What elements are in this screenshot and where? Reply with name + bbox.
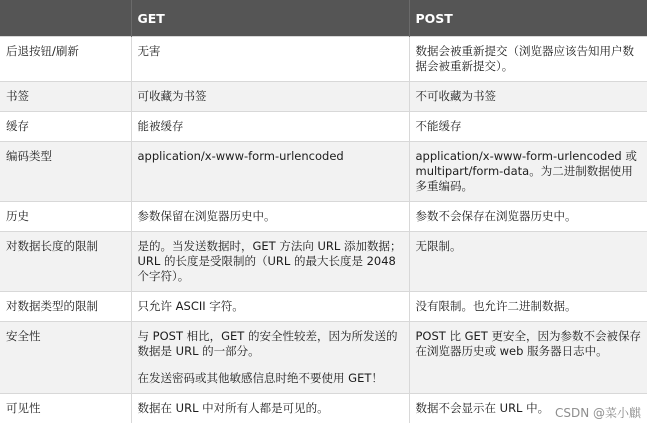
table-row xyxy=(0,202,647,232)
row-label: 可见性 xyxy=(0,394,131,424)
get-cell: 与 POST 相比，GET 的安全性较差，因为所发送的数据是 URL 的一部分。 在发送密码或其他敏感信息时绝不要使用 GET！ xyxy=(131,322,409,394)
table-row xyxy=(0,322,647,394)
post-cell: 参数不会保存在浏览器历史中。 xyxy=(409,202,647,232)
row-label: 缓存 xyxy=(0,112,131,142)
post-cell: 没有限制。也允许二进制数据。 xyxy=(409,292,647,322)
get-cell: application/x-www-form-urlencoded xyxy=(131,142,409,202)
get-cell: 只允许 ASCII 字符。 xyxy=(131,292,409,322)
post-cell: 不可收藏为书签 xyxy=(409,82,647,112)
row-label: 对数据类型的限制 xyxy=(0,292,131,322)
header-label-column xyxy=(0,0,131,37)
get-cell: 参数保留在浏览器历史中。 xyxy=(131,202,409,232)
header-get: GET xyxy=(131,0,409,37)
get-cell: 是的。当发送数据时，GET 方法向 URL 添加数据；URL 的长度是受限制的（URL 的最大长度是 2048 个字符）。 xyxy=(131,232,409,292)
post-cell: 数据不会显示在 URL 中。 xyxy=(409,394,647,424)
get-cell: 能被缓存 xyxy=(131,112,409,142)
get-cell: 可收藏为书签 xyxy=(131,82,409,112)
table-row xyxy=(0,37,647,82)
post-cell: 无限制。 xyxy=(409,232,647,292)
row-label: 后退按钮/刷新 xyxy=(0,37,131,82)
post-cell: POST 比 GET 更安全，因为参数不会被保存在浏览器历史或 web 服务器日志中。 xyxy=(409,322,647,394)
table-row xyxy=(0,112,647,142)
row-label: 书签 xyxy=(0,82,131,112)
row-label: 编码类型 xyxy=(0,142,131,202)
table-row xyxy=(0,82,647,112)
post-cell: application/x-www-form-urlencoded 或 multipart/form-data。为二进制数据使用多重编码。 xyxy=(409,142,647,202)
table-row xyxy=(0,232,647,292)
header-post: POST xyxy=(409,0,647,37)
csdn-watermark: CSDN @菜小麒 xyxy=(554,406,641,420)
table-row xyxy=(0,394,647,424)
row-label: 安全性 xyxy=(0,322,131,394)
post-cell: 数据会被重新提交（浏览器应该告知用户数据会被重新提交）。 xyxy=(409,37,647,82)
row-label: 对数据长度的限制 xyxy=(0,232,131,292)
row-label: 历史 xyxy=(0,202,131,232)
post-cell: 不能缓存 xyxy=(409,112,647,142)
table-row xyxy=(0,292,647,322)
get-cell: 数据在 URL 中对所有人都是可见的。 xyxy=(131,394,409,424)
header-row xyxy=(0,0,647,37)
table-row xyxy=(0,142,647,202)
get-cell: 无害 xyxy=(131,37,409,82)
